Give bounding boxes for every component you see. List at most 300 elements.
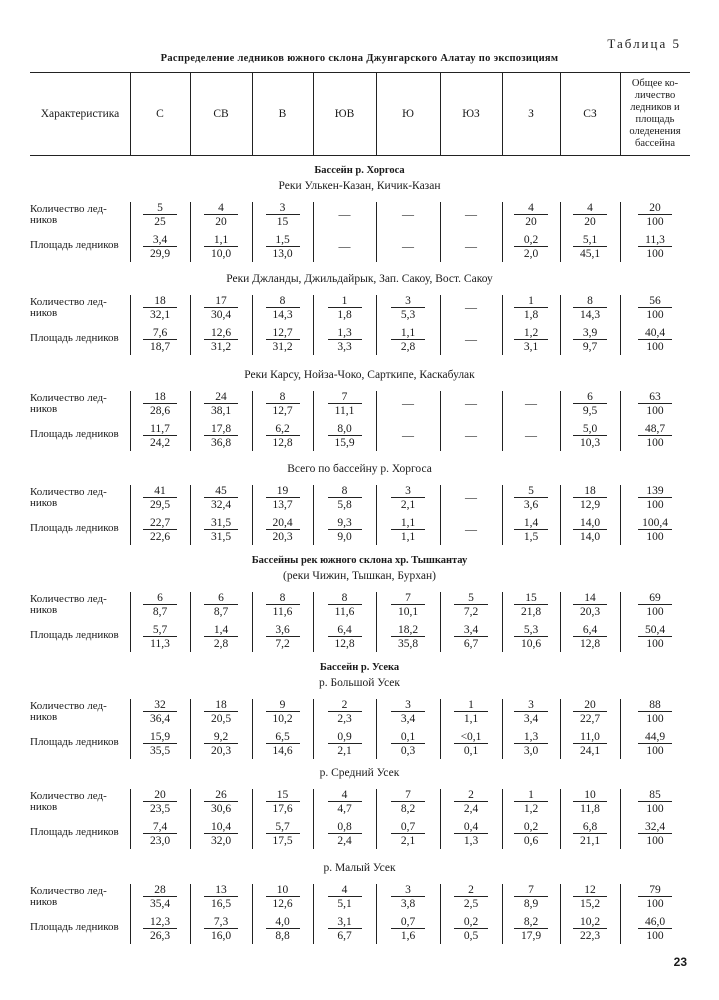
column-tick xyxy=(252,592,253,652)
column-tick xyxy=(560,789,561,849)
column-tick xyxy=(440,884,441,944)
fraction-cell xyxy=(635,295,675,321)
column-tick xyxy=(313,699,314,759)
fraction-cell xyxy=(201,295,241,321)
fraction-cell xyxy=(263,624,303,650)
numerator: 7,6 xyxy=(152,327,168,339)
denominator: 31,5 xyxy=(204,529,238,543)
fraction-cell xyxy=(140,327,180,353)
numerator: 15 xyxy=(276,789,289,801)
numerator: 8,0 xyxy=(337,423,352,435)
numerator: 6,5 xyxy=(275,731,290,743)
column-tick xyxy=(560,391,561,451)
fraction-cell xyxy=(140,234,180,260)
fraction-cell xyxy=(635,699,675,725)
denominator: 100 xyxy=(638,214,672,228)
numerator: 0,8 xyxy=(337,821,352,833)
numerator: 5,0 xyxy=(582,423,598,435)
section-subheading: р. Малый Усек xyxy=(323,862,396,874)
fraction-cell xyxy=(325,699,365,725)
denominator: 7,2 xyxy=(266,636,300,650)
row-label-count: Количество лед- ников xyxy=(30,486,107,509)
row-label-area: Площадь ледников xyxy=(30,629,119,641)
denominator: 22,3 xyxy=(573,928,607,942)
column-tick xyxy=(376,884,377,944)
denominator: 17,5 xyxy=(266,833,300,847)
fraction-cell xyxy=(263,731,303,757)
column-tick xyxy=(620,699,621,759)
fraction-cell xyxy=(635,423,675,449)
fraction-cell xyxy=(635,391,675,417)
fraction-cell xyxy=(388,592,428,618)
column-header: С xyxy=(156,108,164,120)
denominator: 12,9 xyxy=(573,497,607,511)
fraction-cell xyxy=(201,592,241,618)
column-tick xyxy=(502,485,503,545)
column-tick xyxy=(190,789,191,849)
row-label-count: Количество лед- ников xyxy=(30,296,107,319)
denominator: 24,2 xyxy=(143,435,177,449)
numerator: 3 xyxy=(405,295,411,307)
column-tick xyxy=(440,592,441,652)
numerator: 3 xyxy=(405,699,411,711)
denominator: 1,2 xyxy=(514,801,548,815)
denominator: 16,0 xyxy=(204,928,238,942)
denominator: 3,3 xyxy=(328,339,362,353)
denominator: 26,3 xyxy=(143,928,177,942)
column-header: ЮВ xyxy=(334,108,355,120)
denominator: 8,8 xyxy=(266,928,300,942)
column-tick xyxy=(252,202,253,262)
denominator: 35,4 xyxy=(143,896,177,910)
row-label-count: Количество лед- ников xyxy=(30,700,107,723)
numerator: 4 xyxy=(528,202,534,214)
denominator: 11,1 xyxy=(328,403,362,417)
denominator: 20,3 xyxy=(266,529,300,543)
fraction-cell xyxy=(635,821,675,847)
numerator: 0,2 xyxy=(523,234,539,246)
numerator: 88 xyxy=(649,699,661,711)
fraction-cell xyxy=(451,884,491,910)
denominator: 13,7 xyxy=(266,497,300,511)
numerator: 32,4 xyxy=(644,821,666,833)
fraction-cell xyxy=(570,624,610,650)
denominator: 20,5 xyxy=(204,711,238,725)
fraction-cell xyxy=(388,884,428,910)
fraction-cell xyxy=(201,517,241,543)
fraction-cell xyxy=(635,517,675,543)
row-label-area: Площадь ледников xyxy=(30,522,119,534)
denominator: 14,3 xyxy=(573,307,607,321)
denominator: 15,9 xyxy=(328,435,362,449)
column-tick xyxy=(376,295,377,355)
fraction-cell xyxy=(388,916,428,942)
fraction-cell xyxy=(635,731,675,757)
numerator: 1,3 xyxy=(337,327,352,339)
denominator: 30,4 xyxy=(204,307,238,321)
fraction-cell xyxy=(451,821,491,847)
numerator: 1 xyxy=(468,699,474,711)
fraction-cell xyxy=(140,202,180,228)
fraction-cell xyxy=(325,327,365,353)
denominator: 32,4 xyxy=(204,497,238,511)
numerator: 1,4 xyxy=(213,624,229,636)
denominator: 3,8 xyxy=(391,896,425,910)
fraction-cell xyxy=(511,821,551,847)
empty-cell-dash: — xyxy=(465,239,477,253)
fraction-cell xyxy=(635,789,675,815)
denominator: 2,1 xyxy=(391,833,425,847)
column-tick xyxy=(440,699,441,759)
denominator: 11,6 xyxy=(328,604,362,618)
column-tick xyxy=(502,789,503,849)
column-tick xyxy=(130,295,131,355)
numerator: 6 xyxy=(157,592,163,604)
denominator: 10,3 xyxy=(573,435,607,449)
denominator: 8,7 xyxy=(143,604,177,618)
denominator: 29,5 xyxy=(143,497,177,511)
numerator: 0,2 xyxy=(523,821,539,833)
numerator: 4 xyxy=(587,202,593,214)
numerator: 9,3 xyxy=(337,517,352,529)
fraction-cell xyxy=(451,624,491,650)
denominator: 1,3 xyxy=(454,833,488,847)
fraction-cell xyxy=(511,884,551,910)
numerator: 0,7 xyxy=(400,821,416,833)
numerator: 3,4 xyxy=(152,234,168,246)
numerator: 7 xyxy=(405,592,411,604)
denominator: 2,4 xyxy=(328,833,362,847)
numerator: 9 xyxy=(279,699,286,711)
column-tick xyxy=(313,485,314,545)
fraction-cell xyxy=(263,202,303,228)
denominator: 3,4 xyxy=(391,711,425,725)
denominator: 0,5 xyxy=(454,928,488,942)
column-header: Ю xyxy=(402,108,414,120)
numerator: 18 xyxy=(584,485,596,497)
denominator: 32,0 xyxy=(204,833,238,847)
fraction-cell xyxy=(263,517,303,543)
column-header: ЮЗ xyxy=(462,108,480,120)
fraction-cell xyxy=(388,821,428,847)
numerator: 18 xyxy=(154,295,166,307)
numerator: 7 xyxy=(405,789,411,801)
numerator: 7,3 xyxy=(213,916,229,928)
fraction-cell xyxy=(451,916,491,942)
column-tick xyxy=(190,391,191,451)
fraction-cell xyxy=(570,327,610,353)
numerator: 1,4 xyxy=(523,517,539,529)
denominator: 100 xyxy=(638,497,672,511)
row-label-count: Количество лед- ников xyxy=(30,203,107,226)
numerator: 4,0 xyxy=(275,916,290,928)
denominator: 5,1 xyxy=(328,896,362,910)
fraction-cell xyxy=(140,624,180,650)
denominator: 11,8 xyxy=(573,801,607,815)
numerator: 44,9 xyxy=(644,731,666,743)
denominator: 100 xyxy=(638,307,672,321)
denominator: 31,2 xyxy=(266,339,300,353)
fraction-cell xyxy=(388,327,428,353)
fraction-cell xyxy=(635,916,675,942)
column-tick xyxy=(190,592,191,652)
fraction-cell xyxy=(511,699,551,725)
denominator: 100 xyxy=(638,435,672,449)
denominator: 3,0 xyxy=(514,743,548,757)
column-tick xyxy=(620,295,621,355)
numerator: 5,7 xyxy=(275,821,290,833)
numerator: 8 xyxy=(279,391,286,403)
column-tick xyxy=(376,592,377,652)
row-label-count: Количество лед- ников xyxy=(30,790,107,813)
column-header: СВ xyxy=(213,108,229,120)
numerator: 5 xyxy=(468,592,474,604)
section-subheading: Реки Улькен-Казан, Кичик-Казан xyxy=(278,180,441,192)
denominator: 11,3 xyxy=(143,636,177,650)
column-tick xyxy=(376,699,377,759)
denominator: 100 xyxy=(638,743,672,757)
row-label-area: Площадь ледников xyxy=(30,826,119,838)
numerator: 8 xyxy=(279,592,286,604)
denominator: 1,5 xyxy=(514,529,548,543)
column-tick xyxy=(313,884,314,944)
fraction-cell xyxy=(570,423,610,449)
fraction-cell xyxy=(325,295,365,321)
fraction-cell xyxy=(511,234,551,260)
table-title: Распределение ледников южного склона Джунгарского Алатау по экспозициям xyxy=(160,53,559,64)
section-subheading: Всего по бассейну р. Хоргоса xyxy=(287,463,432,475)
empty-cell-dash: — xyxy=(402,428,414,442)
denominator: 30,6 xyxy=(204,801,238,815)
denominator: 1,6 xyxy=(391,928,425,942)
denominator: 21,1 xyxy=(573,833,607,847)
denominator: 9,7 xyxy=(573,339,607,353)
numerator: 0,7 xyxy=(400,916,416,928)
fraction-cell xyxy=(140,295,180,321)
numerator: 8 xyxy=(341,592,348,604)
denominator: 13,0 xyxy=(266,246,300,260)
denominator: 100 xyxy=(638,246,672,260)
fraction-cell xyxy=(511,916,551,942)
numerator: 3 xyxy=(405,485,411,497)
denominator: 38,1 xyxy=(204,403,238,417)
denominator: 2,0 xyxy=(514,246,548,260)
column-tick xyxy=(252,391,253,451)
numerator: 8 xyxy=(587,295,593,307)
denominator: 4,7 xyxy=(328,801,362,815)
denominator: 36,4 xyxy=(143,711,177,725)
column-tick xyxy=(440,789,441,849)
denominator: 31,2 xyxy=(204,339,238,353)
numerator: 0,1 xyxy=(400,731,416,743)
section-subheading: (реки Чижин, Тышкан, Бурхан) xyxy=(283,570,436,582)
empty-cell-dash: — xyxy=(338,207,351,221)
denominator: 20 xyxy=(573,214,607,228)
column-tick xyxy=(313,391,314,451)
fraction-cell xyxy=(263,295,303,321)
fraction-cell xyxy=(201,916,241,942)
numerator: 2 xyxy=(341,699,348,711)
empty-cell-dash: — xyxy=(402,239,414,253)
numerator: 26 xyxy=(215,789,227,801)
fraction-cell xyxy=(511,485,551,511)
fraction-cell xyxy=(325,485,365,511)
numerator: 1 xyxy=(528,295,534,307)
numerator: 0,4 xyxy=(463,821,479,833)
denominator: 2,5 xyxy=(454,896,488,910)
denominator: 8,9 xyxy=(514,896,548,910)
numerator: 1,1 xyxy=(400,327,416,339)
numerator: 18,2 xyxy=(397,624,419,636)
numerator: 4 xyxy=(218,202,224,214)
fraction-cell xyxy=(263,592,303,618)
denominator: 10,6 xyxy=(514,636,548,650)
column-tick xyxy=(440,295,441,355)
column-tick xyxy=(252,699,253,759)
column-tick xyxy=(190,202,191,262)
fraction-cell xyxy=(570,789,610,815)
denominator: 12,8 xyxy=(266,435,300,449)
fraction-cell xyxy=(140,789,180,815)
denominator: 12,8 xyxy=(328,636,362,650)
numerator: 14,0 xyxy=(579,517,601,529)
fraction-cell xyxy=(570,699,610,725)
numerator: 10 xyxy=(584,789,596,801)
fraction-cell xyxy=(201,327,241,353)
denominator: 16,5 xyxy=(204,896,238,910)
fraction-cell xyxy=(511,202,551,228)
denominator: 29,9 xyxy=(143,246,177,260)
fraction-cell xyxy=(140,517,180,543)
column-tick xyxy=(620,391,621,451)
column-tick xyxy=(502,202,503,262)
fraction-cell xyxy=(263,916,303,942)
numerator: 22,7 xyxy=(149,517,171,529)
numerator: 20 xyxy=(649,202,661,214)
numerator: 7 xyxy=(528,884,534,896)
numerator: 100,4 xyxy=(642,517,668,529)
numerator: 1,3 xyxy=(523,731,539,743)
column-tick xyxy=(190,699,191,759)
fraction-cell xyxy=(201,423,241,449)
denominator: 25 xyxy=(143,214,177,228)
column-tick xyxy=(130,789,131,849)
denominator: 28,6 xyxy=(143,403,177,417)
fraction-cell xyxy=(388,295,428,321)
fraction-cell xyxy=(140,699,180,725)
denominator: 17,9 xyxy=(514,928,548,942)
fraction-cell xyxy=(635,592,675,618)
denominator: 1,1 xyxy=(391,529,425,543)
numerator: 8 xyxy=(279,295,286,307)
column-tick xyxy=(440,391,441,451)
denominator: 9,0 xyxy=(328,529,362,543)
fraction-cell xyxy=(263,789,303,815)
fraction-cell xyxy=(325,731,365,757)
numerator: 13 xyxy=(215,884,227,896)
numerator: 20 xyxy=(584,699,596,711)
column-tick xyxy=(313,789,314,849)
fraction-cell xyxy=(201,731,241,757)
fraction-cell xyxy=(325,423,365,449)
denominator: 3,6 xyxy=(514,497,548,511)
numerator: 9,2 xyxy=(213,731,229,743)
denominator: 2,1 xyxy=(328,743,362,757)
column-tick xyxy=(620,789,621,849)
column-tick xyxy=(190,295,191,355)
denominator: 14,0 xyxy=(573,529,607,543)
denominator: 10,2 xyxy=(266,711,300,725)
column-tick xyxy=(560,485,561,545)
fraction-cell xyxy=(511,624,551,650)
column-tick xyxy=(130,699,131,759)
denominator: 3,1 xyxy=(514,339,548,353)
numerator: 69 xyxy=(649,592,661,604)
fraction-cell xyxy=(325,592,365,618)
numerator: 7 xyxy=(341,391,348,403)
column-tick xyxy=(190,485,191,545)
numerator: 20 xyxy=(154,789,166,801)
fraction-cell xyxy=(263,327,303,353)
fraction-cell xyxy=(263,234,303,260)
empty-cell-dash: — xyxy=(465,300,477,314)
column-tick xyxy=(620,884,621,944)
denominator: 10,0 xyxy=(204,246,238,260)
denominator: 14,3 xyxy=(266,307,300,321)
denominator: 20 xyxy=(514,214,548,228)
fraction-cell xyxy=(325,916,365,942)
numerator: 5,3 xyxy=(523,624,539,636)
empty-cell-dash: — xyxy=(465,522,477,536)
numerator: 1,1 xyxy=(400,517,416,529)
denominator: 2,1 xyxy=(391,497,425,511)
numerator: 32 xyxy=(154,699,166,711)
row-label-area: Площадь ледников xyxy=(30,921,119,933)
numerator: 0,2 xyxy=(463,916,479,928)
empty-cell-dash: — xyxy=(465,207,477,221)
column-header: Характеристика xyxy=(40,108,120,120)
numerator: 20,4 xyxy=(272,517,293,529)
fraction-cell xyxy=(388,517,428,543)
fraction-cell xyxy=(511,327,551,353)
row-label-count: Количество лед- ников xyxy=(30,392,107,415)
numerator: 40,4 xyxy=(644,327,666,339)
numerator: 3 xyxy=(528,699,534,711)
fraction-cell xyxy=(325,821,365,847)
fraction-cell xyxy=(140,884,180,910)
numerator: 0,9 xyxy=(337,731,352,743)
numerator: 5,1 xyxy=(582,234,598,246)
table-label: Таблица 5 xyxy=(607,36,681,51)
denominator: 0,6 xyxy=(514,833,548,847)
column-tick xyxy=(560,592,561,652)
numerator: 19 xyxy=(276,485,289,497)
column-tick xyxy=(376,391,377,451)
column-tick xyxy=(376,202,377,262)
numerator: 56 xyxy=(649,295,661,307)
denominator: 11,6 xyxy=(266,604,300,618)
column-tick xyxy=(502,884,503,944)
denominator: 24,1 xyxy=(573,743,607,757)
fraction-cell xyxy=(140,592,180,618)
fraction-cell xyxy=(140,485,180,511)
denominator: 12,8 xyxy=(573,636,607,650)
column-tick xyxy=(620,592,621,652)
numerator: 1,1 xyxy=(213,234,229,246)
column-tick xyxy=(130,884,131,944)
fraction-cell xyxy=(263,485,303,511)
column-tick xyxy=(560,202,561,262)
